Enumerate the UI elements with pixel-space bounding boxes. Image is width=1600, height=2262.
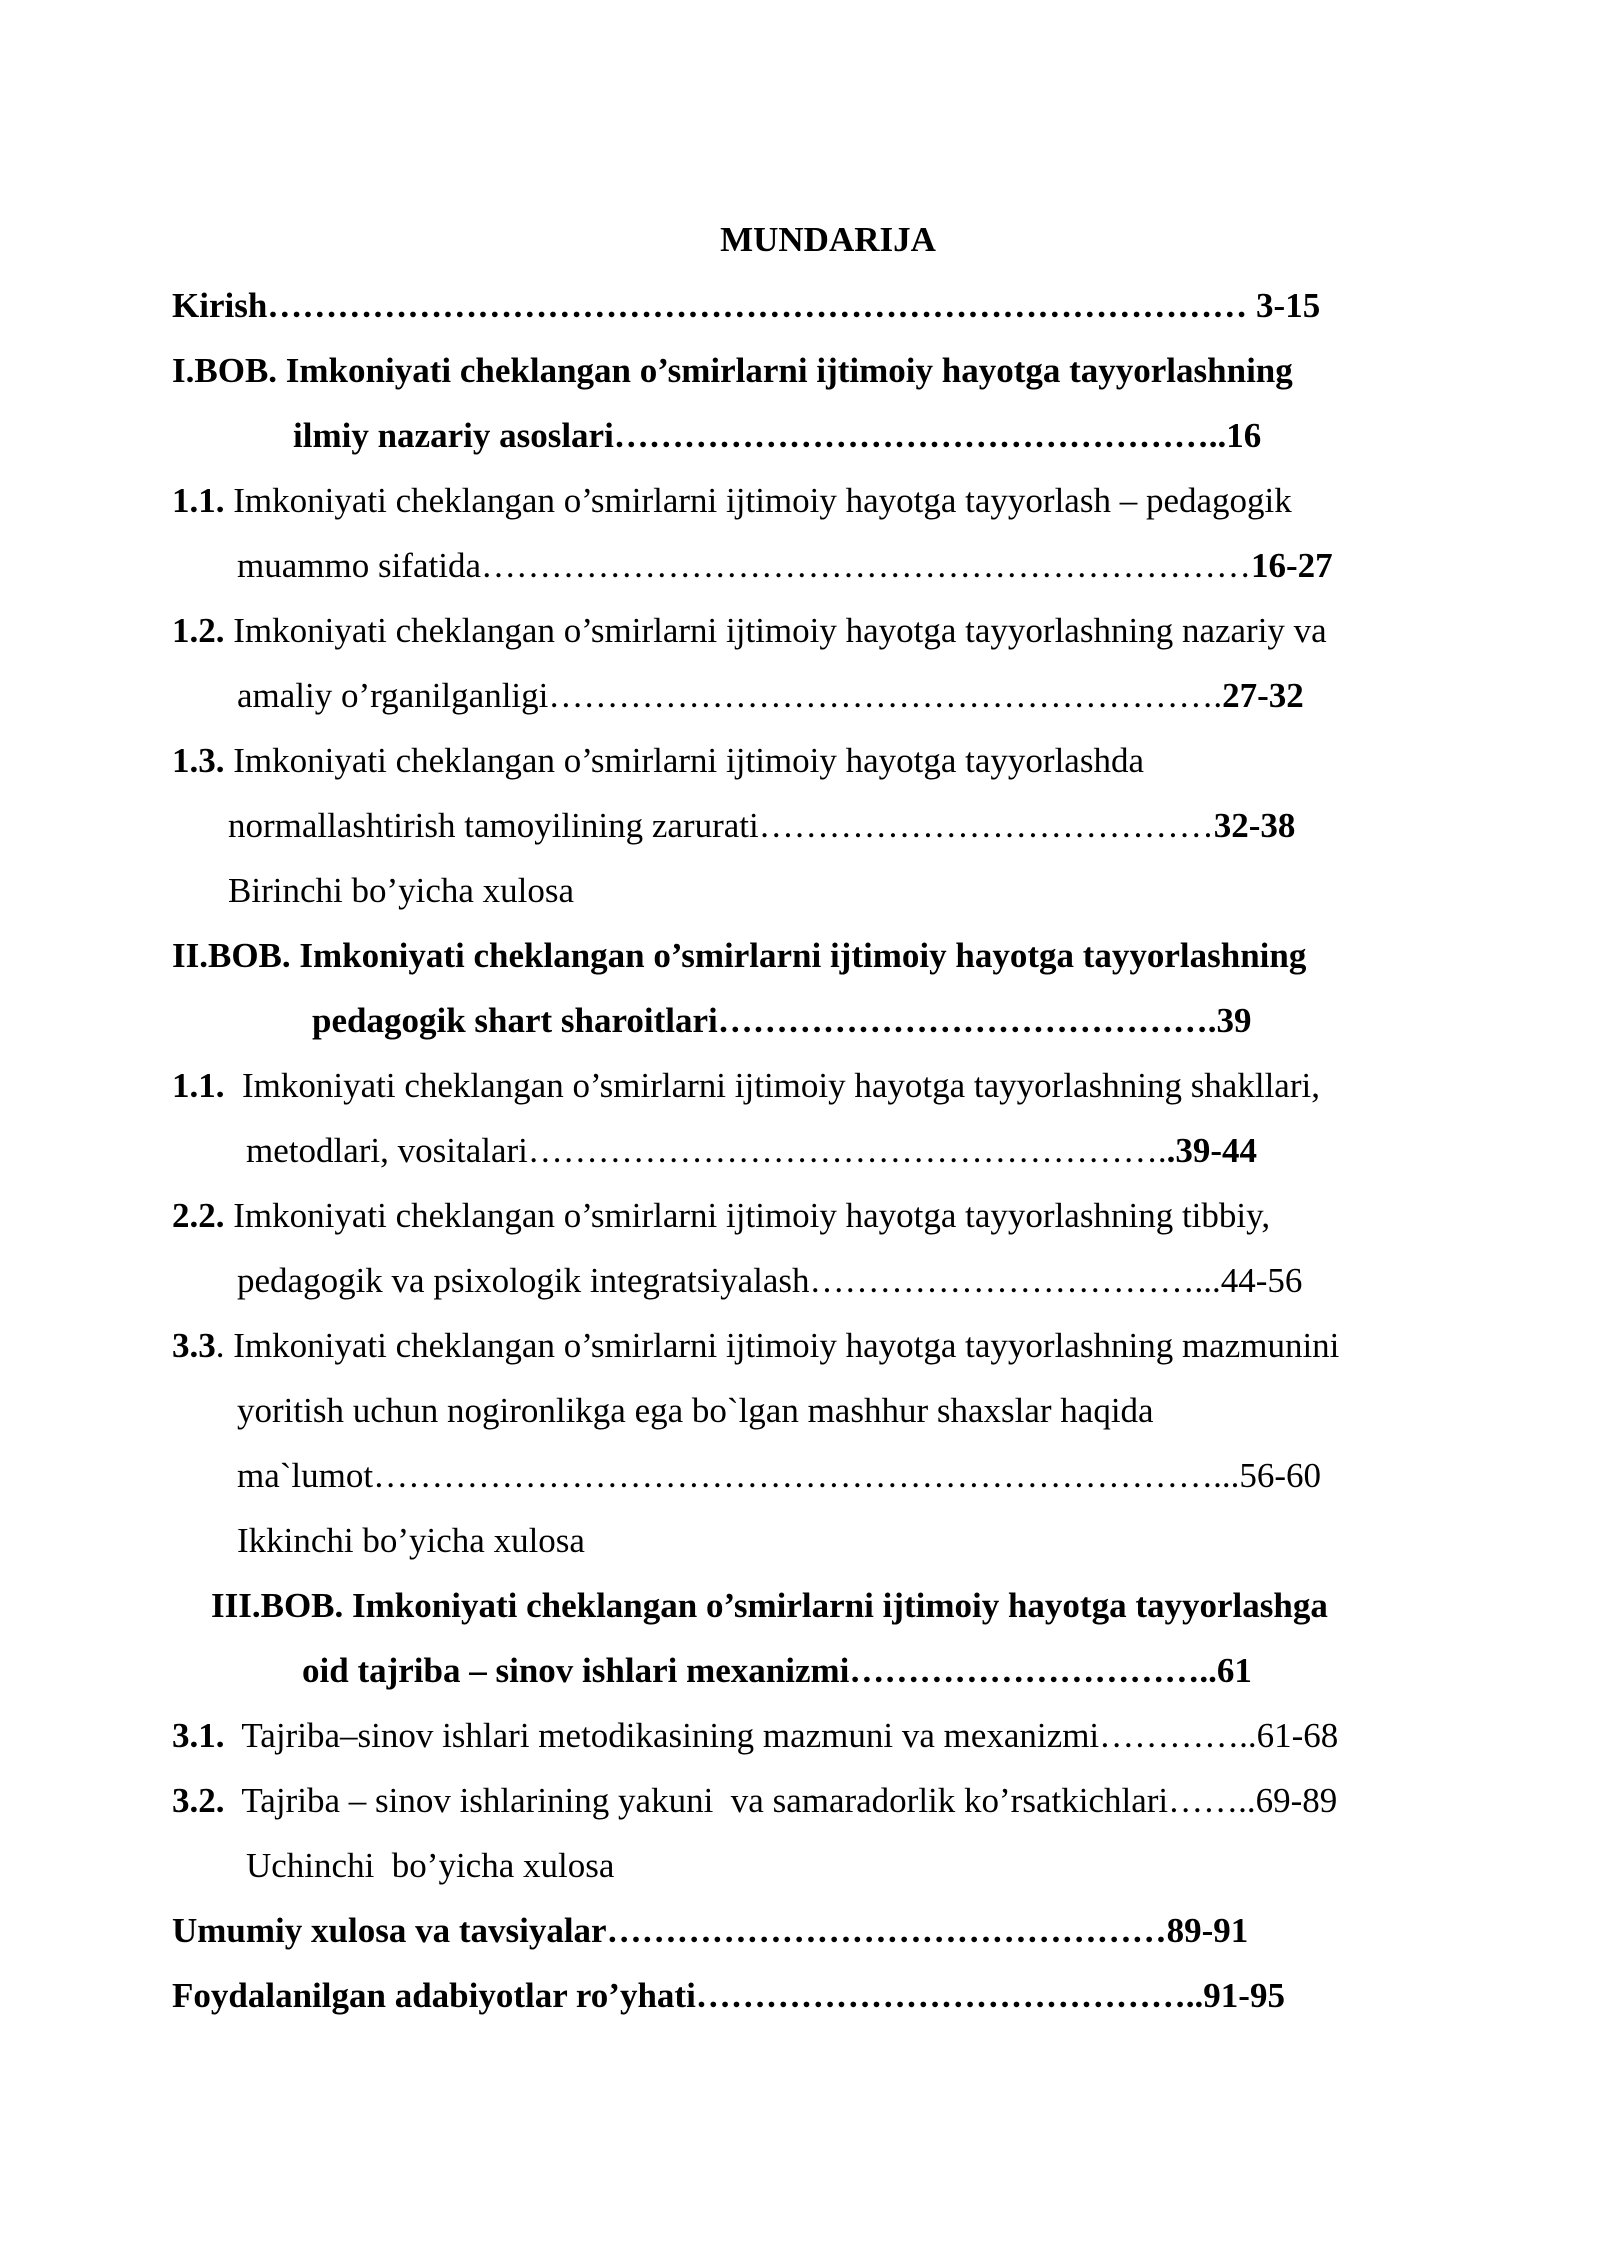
toc-entry-text: Birinchi bo’yicha xulosa xyxy=(228,871,575,910)
toc-entry-text: 1.1. xyxy=(172,481,225,520)
toc-entry-text: muammo sifatida………………………………………………………… xyxy=(237,546,1251,585)
toc-entry xyxy=(172,1713,1338,1759)
toc-entry xyxy=(172,1908,1248,1954)
toc-entry-text: normallashtirish tamoyilining zarurati………………………………… xyxy=(228,806,1214,845)
toc-entry-text: pedagogik va psixologik integratsiyalash……………………………...44-56 xyxy=(237,1261,1303,1300)
toc-entry xyxy=(293,413,1261,459)
toc-entry xyxy=(237,1453,1321,1499)
toc-entry xyxy=(172,348,1293,394)
toc-entry-text: 1.2. xyxy=(172,611,225,650)
toc-entry-text: oid tajriba – sinov ishlari mexanizmi…………………………..61 xyxy=(302,1651,1252,1690)
toc-entry xyxy=(172,738,1144,784)
toc-entry-text: Foydalanilgan adabiyotlar ro’yhati……………………………………..91-95 xyxy=(172,1976,1285,2015)
toc-entry xyxy=(172,1193,1270,1239)
toc-entry xyxy=(237,1388,1154,1434)
toc-entry xyxy=(237,1518,585,1564)
toc-entry xyxy=(211,1583,1328,1629)
toc-entry xyxy=(172,608,1327,654)
toc-entry xyxy=(237,1258,1302,1304)
toc-entry-text: II.BOB. Imkoniyati cheklangan o’smirlarni ijtimoiy hayotga tayyorlashning xyxy=(172,936,1307,975)
toc-entry xyxy=(246,1843,614,1889)
toc-entry xyxy=(237,543,1333,589)
toc-entry-text: 3.3 xyxy=(172,1326,216,1365)
toc-entry xyxy=(228,868,574,914)
toc-entry xyxy=(172,1063,1320,1109)
toc-entry-text: 1.3. xyxy=(172,741,225,780)
toc-entry xyxy=(172,1323,1339,1369)
toc-entry xyxy=(228,803,1295,849)
page-title: MUNDARIJA xyxy=(720,220,936,259)
toc-entry-text: . Imkoniyati cheklangan o’smirlarni ijtimoiy hayotga tayyorlashning mazmunini xyxy=(215,1326,1340,1365)
toc-entry-text: Imkoniyati cheklangan o’smirlarni ijtimoiy hayotga tayyorlashning nazariy va xyxy=(224,611,1327,650)
toc-entry-text: Tajriba–sinov ishlari metodikasining mazmuni va mexanizmi…………..61-68 xyxy=(224,1716,1339,1755)
toc-entry-text: Imkoniyati cheklangan o’smirlarni ijtimoiy hayotga tayyorlashning tibbiy, xyxy=(224,1196,1271,1235)
toc-entry xyxy=(172,933,1306,979)
toc-entry-text: amaliy o’rganilganligi…………………………………………………. xyxy=(237,676,1223,715)
toc-entry xyxy=(172,283,1320,329)
toc-entry xyxy=(172,1973,1285,2019)
toc-entry xyxy=(312,998,1252,1044)
toc-entry-text: 16-27 xyxy=(1250,546,1333,585)
toc-entry-text: .39-44 xyxy=(1166,1131,1258,1170)
toc-entry-text: 1.1. xyxy=(172,1066,225,1105)
toc-entry-text: Imkoniyati cheklangan o’smirlarni ijtimoiy hayotga tayyorlashning shakllari, xyxy=(224,1066,1320,1105)
toc-entry-text: Umumiy xulosa va tavsiyalar…………………………………………89-91 xyxy=(172,1911,1249,1950)
toc-entry-text: Uchinchi bo’yicha xulosa xyxy=(246,1846,615,1885)
toc-entry-text: Imkoniyati cheklangan o’smirlarni ijtimoiy hayotga tayyorlash – pedagogik xyxy=(224,481,1292,520)
toc-entry-text: I.BOB. Imkoniyati cheklangan o’smirlarni ijtimoiy hayotga tayyorlashning xyxy=(172,351,1293,390)
toc-entry-text: ilmiy nazariy asoslari……………………………………………..16 xyxy=(293,416,1262,455)
toc-entry-text: Tajriba – sinov ishlarining yakuni va samaradorlik ko’rsatkichlari……..69-89 xyxy=(224,1781,1338,1820)
toc-entry xyxy=(172,478,1292,524)
toc-entry-text: III.BOB. Imkoniyati cheklangan o’smirlarni ijtimoiy hayotga tayyorlashga xyxy=(211,1586,1328,1625)
toc-entry-text: pedagogik shart sharoitlari…………………………………….39 xyxy=(312,1001,1252,1040)
toc-entry xyxy=(246,1128,1257,1174)
toc-entry-text: ma`lumot………………………………………………………………...56-60 xyxy=(237,1456,1321,1495)
toc-entry-text: 32-38 xyxy=(1213,806,1296,845)
toc-entry-text: Imkoniyati cheklangan o’smirlarni ijtimoiy hayotga tayyorlashda xyxy=(224,741,1145,780)
toc-entry-text: metodlari, vositalari………………………………………………. xyxy=(246,1131,1167,1170)
toc-entry xyxy=(172,1778,1337,1824)
toc-entry xyxy=(237,673,1304,719)
toc-entry-text: Ikkinchi bo’yicha xulosa xyxy=(237,1521,585,1560)
toc-entry-text: 3.1. xyxy=(172,1716,225,1755)
toc-entry-text: 2.2. xyxy=(172,1196,225,1235)
toc-entry xyxy=(302,1648,1252,1694)
toc-entry-text: 27-32 xyxy=(1222,676,1304,715)
toc-entry-text: 3.2. xyxy=(172,1781,225,1820)
toc-entry-text: Kirish………………………………………………………………………… 3-15 xyxy=(172,286,1321,325)
toc-entry-text: yoritish uchun nogironlikga ega bo`lgan mashhur shaxslar haqida xyxy=(237,1391,1154,1430)
